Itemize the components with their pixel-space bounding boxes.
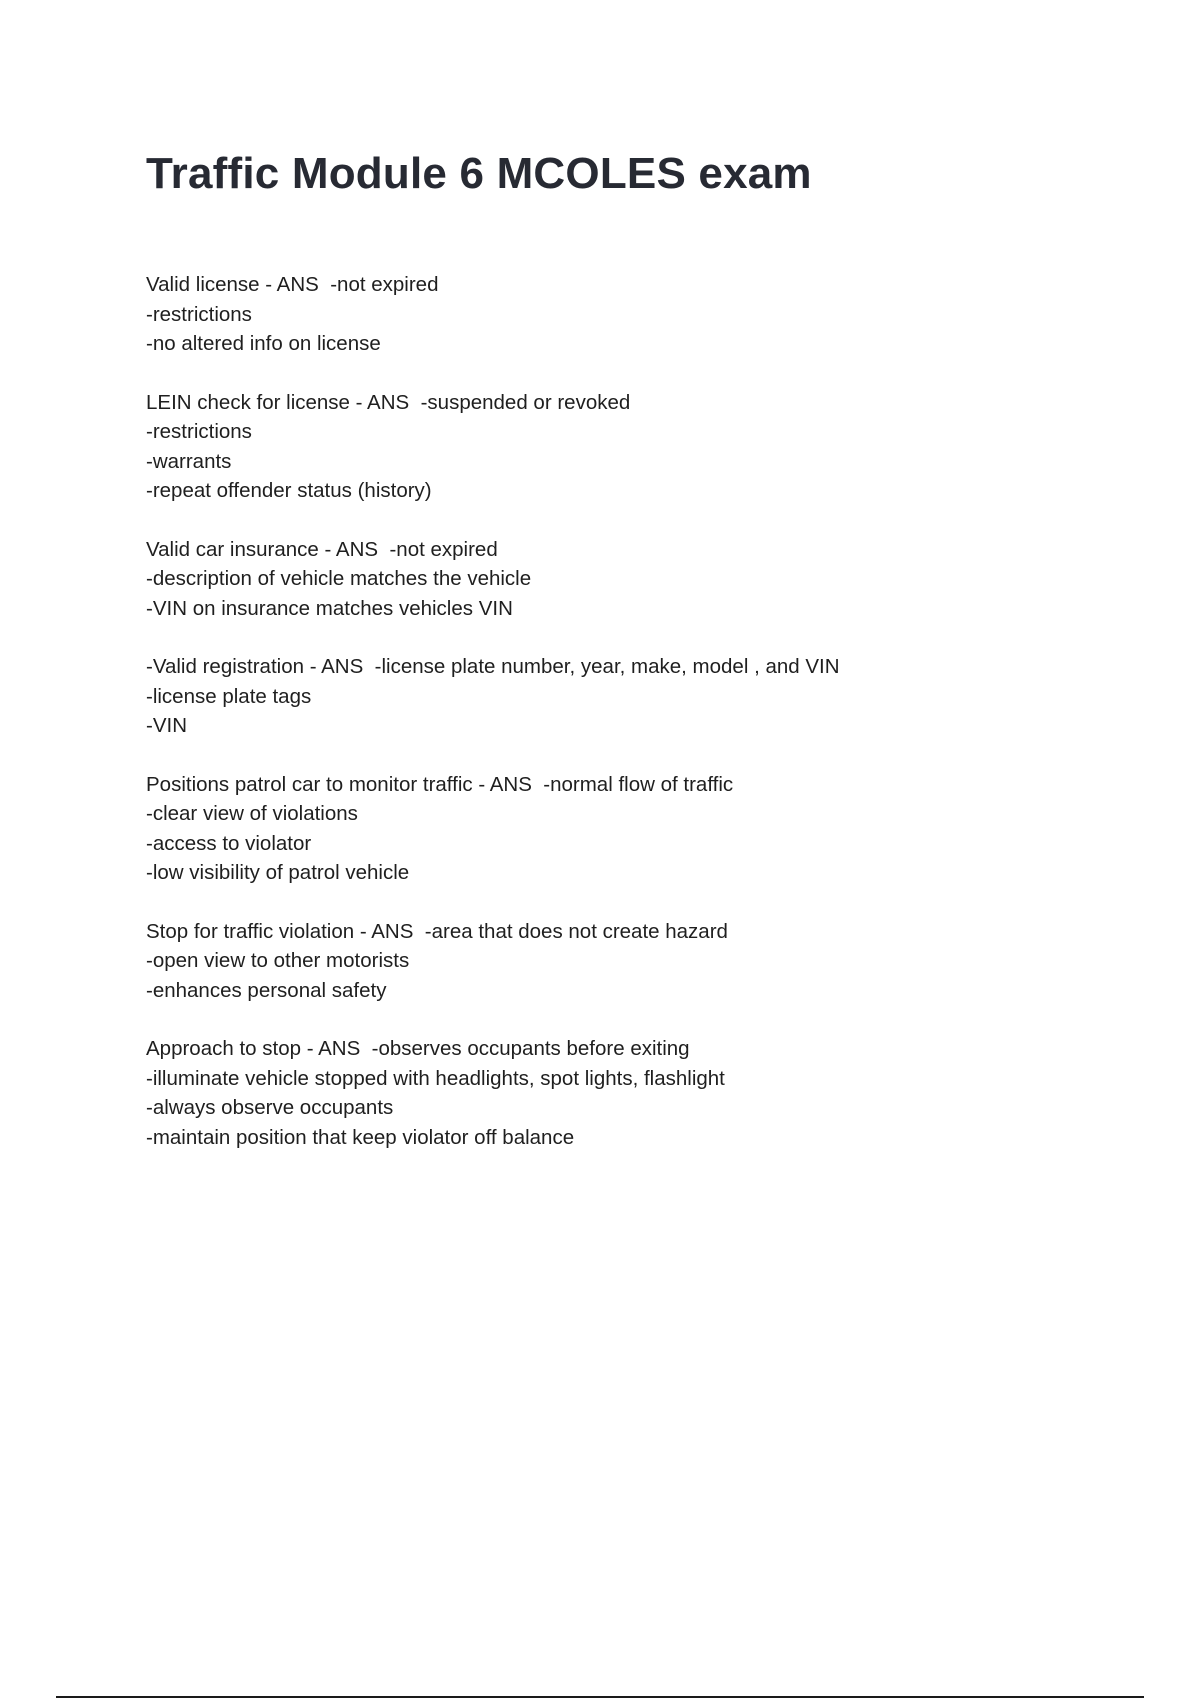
qa-entry (146, 388, 1066, 506)
qa-entry (146, 535, 1066, 624)
qa-entry (146, 1034, 1066, 1152)
answer-line: -warrants (146, 449, 232, 473)
answer-text: -suspended or revoked (420, 390, 631, 414)
answer-line: -restrictions (146, 302, 252, 326)
answer-text: -observes occupants before exiting (371, 1037, 690, 1060)
qa-first-line (146, 270, 1066, 300)
answer-line: -low visibility of patrol vehicle (146, 861, 410, 884)
answer-line: -repeat offender status (history) (146, 479, 432, 502)
answer-text: -not expired (389, 537, 498, 561)
answer-text: -area that does not create hazard (424, 919, 728, 943)
question-text: Valid license (146, 273, 260, 296)
question-text: -Valid registration (146, 655, 304, 678)
answer-line: -restrictions (146, 420, 252, 443)
question-text: Stop for traffic violation (146, 919, 355, 943)
answer-line: -VIN (146, 714, 187, 737)
qa-first-line (146, 388, 1066, 418)
qa-entry (146, 270, 1066, 359)
answer-line: -enhances personal safety (146, 978, 387, 1002)
answer-line: -always observe occupants (146, 1096, 394, 1119)
answer-line: -VIN on insurance matches vehicles VIN (146, 596, 513, 620)
answer-separator: - ANS (304, 655, 375, 678)
qa-first-line (146, 770, 1066, 800)
question-text: Approach to stop (146, 1037, 301, 1060)
question-text: Positions patrol car to monitor traffic (146, 772, 473, 796)
answer-line: -description of vehicle matches the vehicle (146, 567, 532, 590)
answer-line: -open view to other motorists (146, 949, 410, 972)
answer-separator: - ANS (349, 390, 421, 414)
answer-text: -not expired (330, 273, 439, 296)
qa-entry (146, 652, 1066, 741)
question-text: Valid car insurance (146, 537, 319, 561)
answer-text: -license plate number, year, make, model , and VIN (374, 655, 840, 678)
answer-line: -access to violator (146, 831, 312, 855)
qa-list (146, 270, 1066, 1181)
qa-first-line (146, 652, 1066, 682)
answer-line: -no altered info on license (146, 332, 381, 355)
answer-line: -maintain position that keep violator off balance (146, 1125, 575, 1149)
qa-entry (146, 917, 1066, 1006)
footer-divider (56, 1696, 1144, 1698)
answer-separator: - ANS (259, 273, 331, 296)
qa-first-line (146, 535, 1066, 565)
page-title: Traffic Module 6 MCOLES exam (146, 149, 812, 198)
answer-line: -license plate tags (146, 684, 312, 708)
qa-first-line (146, 1034, 1066, 1064)
answer-line: -illuminate vehicle stopped with headlights, spot lights, flashlight (146, 1066, 725, 1090)
question-text: LEIN check for license (146, 390, 350, 414)
qa-entry (146, 770, 1066, 888)
answer-separator: - ANS (301, 1037, 372, 1060)
answer-text: -normal flow of traffic (543, 772, 734, 796)
answer-line: -clear view of violations (146, 802, 358, 825)
answer-separator: - ANS (318, 537, 390, 561)
answer-separator: - ANS (354, 919, 425, 943)
qa-first-line (146, 917, 1066, 947)
answer-separator: - ANS (472, 772, 544, 796)
